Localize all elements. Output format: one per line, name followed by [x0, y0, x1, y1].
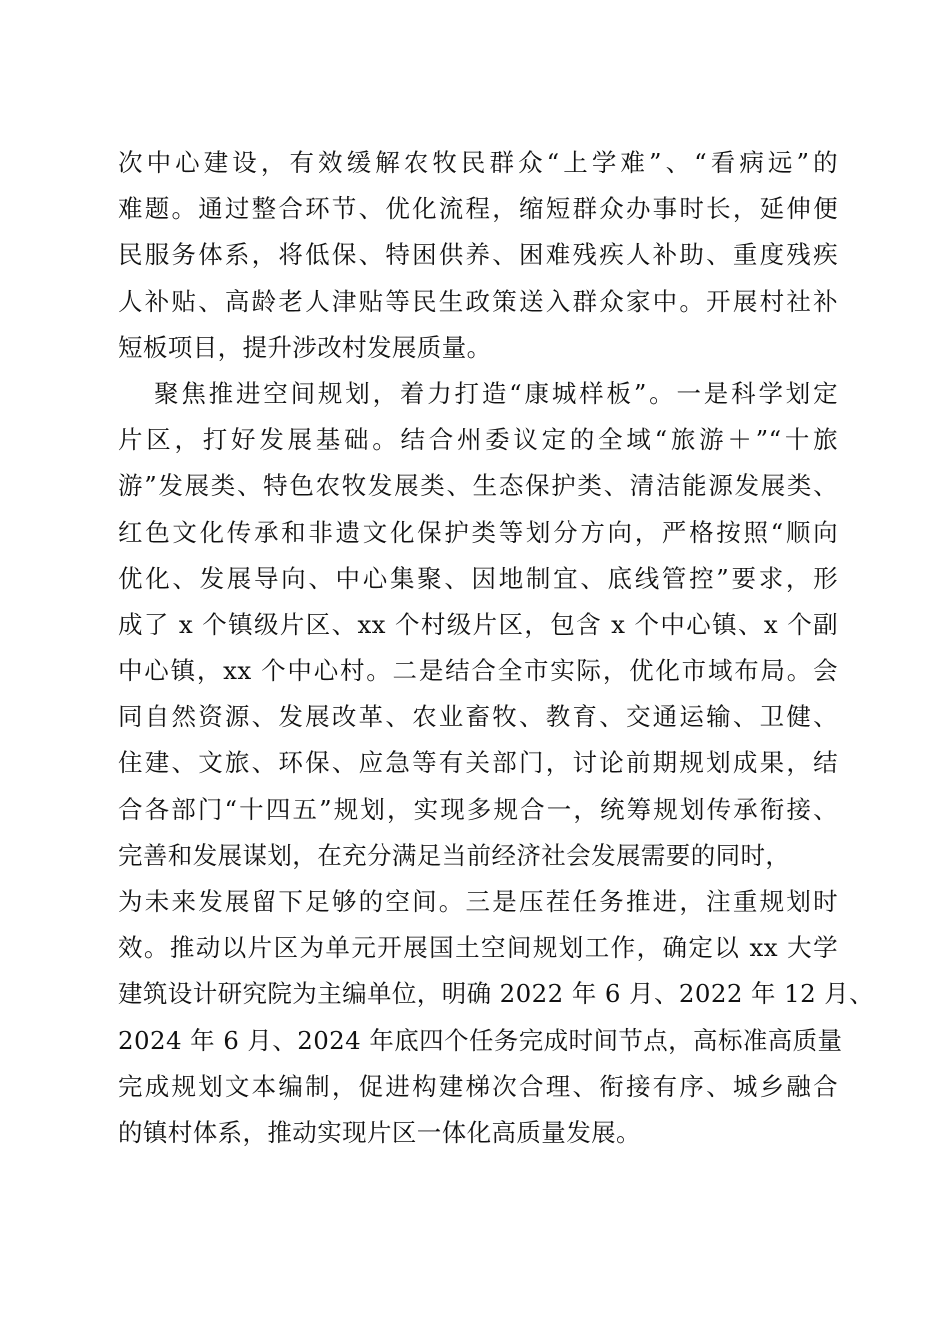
text-line: 效。推动以片区为单元开展国土空间规划工作，确定以 xx 大学 — [118, 933, 838, 963]
text-line: 为未来发展留下足够的空间。三是压茬任务推进，注重规划时 — [118, 887, 838, 916]
text-line: 住建、文旅、环保、应急等有关部门，讨论前期规划成果，结 — [118, 748, 838, 778]
text-line: 中心镇，xx 个中心村。二是结合全市实际，优化市域布局。会 — [118, 656, 838, 686]
paragraph-1 — [118, 140, 838, 371]
text-line: 难题。通过整合环节、优化流程，缩短群众办事时长，延伸便 — [118, 194, 838, 224]
text-line: 民服务体系，将低保、特困供养、困难残疾人补助、重度残疾 — [118, 240, 838, 270]
text-line: 短板项目，提升涉改村发展质量。 — [118, 332, 492, 362]
text-line: 游”发展类、特色农牧发展类、生态保护类、清洁能源发展类、 — [118, 471, 838, 501]
text-line: 同自然资源、发展改革、农业畜牧、教育、交通运输、卫健、 — [118, 702, 838, 732]
text-line: 优化、发展导向、中心集聚、因地制宜、底线管控”要求，形 — [118, 563, 838, 593]
text-line: 2024 年 6 月、2024 年底四个任务完成时间节点，高标准高质量 — [118, 1025, 843, 1055]
text-line: 完成规划文本编制，促进构建梯次合理、衔接有序、城乡融合 — [118, 1071, 838, 1101]
text-line: 建筑设计研究院为主编单位，明确 2022 年 6 月、2022 年 12 月、 — [118, 979, 875, 1009]
text-line: 合各部门“十四五”规划，实现多规合一，统筹规划传承衔接、 — [118, 794, 838, 824]
paragraph-2 — [118, 371, 875, 1156]
text-line: 片区，打好发展基础。结合州委议定的全域“旅游＋”“十旅 — [118, 425, 838, 455]
text-line: 完善和发展谋划，在充分满足当前经济社会发展需要的同时， — [118, 840, 791, 870]
text-line: 聚焦推进空间规划，着力打造“康城样板”。一是科学划定 — [154, 378, 838, 408]
text-line: 的镇村体系，推动实现片区一体化高质量发展。 — [118, 1117, 641, 1147]
text-line: 成了 x 个镇级片区、xx 个村级片区，包含 x 个中心镇、x 个副 — [118, 609, 838, 639]
text-line: 红色文化传承和非遗文化保护类等划分方向，严格按照“顺向 — [118, 517, 838, 547]
document-body — [118, 140, 875, 1156]
text-line: 次中心建设，有效缓解农牧民群众“上学难”、“看病远”的 — [118, 148, 838, 177]
text-line: 人补贴、高龄老人津贴等民生政策送入群众家中。开展村社补 — [118, 286, 838, 316]
